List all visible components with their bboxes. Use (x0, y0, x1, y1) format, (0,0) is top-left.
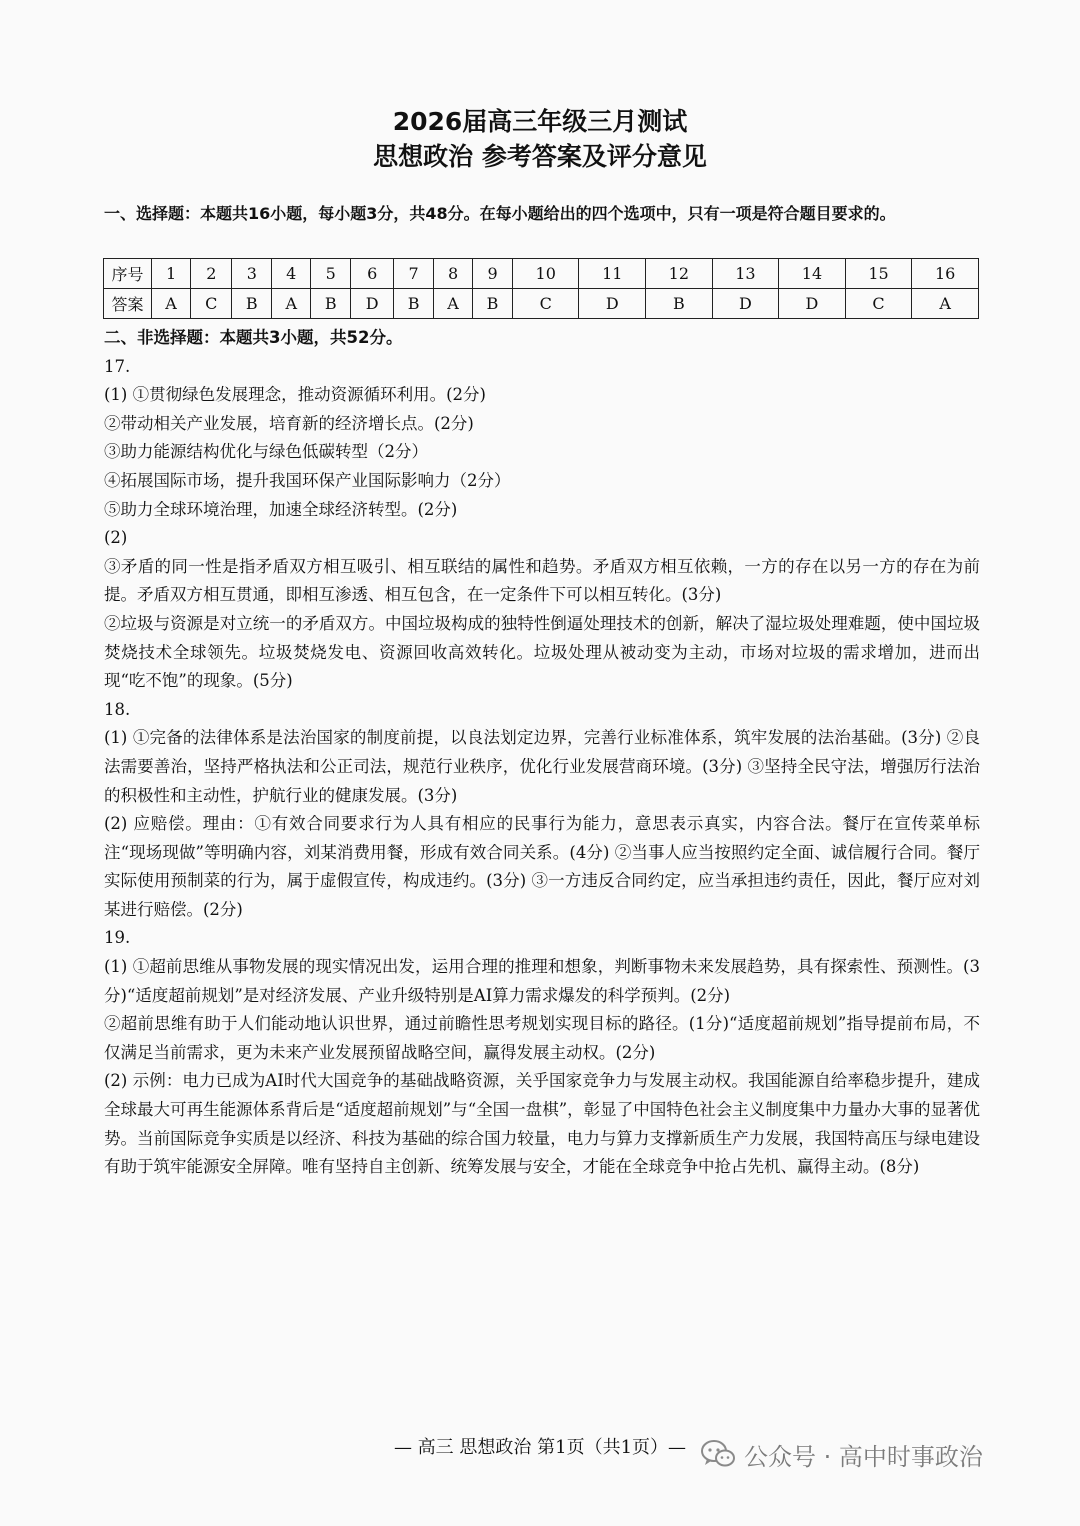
answer-paragraph: ④拓展国际市场，提升我国环保产业国际影响力（2分） (104, 470, 511, 490)
answer-cell: B (646, 289, 713, 319)
answer-table-number-row (104, 259, 979, 289)
answer-cell: D (351, 289, 394, 319)
watermark (700, 1436, 983, 1472)
answer-paragraph: ②带动相关产业发展，培育新的经济增长点。(2分) (104, 413, 474, 433)
answer-cell: A (434, 289, 473, 319)
answer-paragraph: (2) 示例：电力已成为AI时代大国竞争的基础战略资源，关乎国家竞争力与发展主动权。我国能源自给率稳步提升，建成全球最大可再生能源体系背后是“适度超前规划”与“全国一盘棋”，彰显了中国特色社会主义制度集中力量办大事的显著优势。当前国际竞争实质是以经济、科技为基础的综合国力较量，电力与算力支撑新质生产力发展，我国特高压与绿电建设有助于筑牢能源安全屏障。唯有坚持自主创新、统筹发展与安全，才能在全球竞争中抢占先机、赢得主动。(8分) (104, 1071, 980, 1177)
question-number: 12 (646, 259, 713, 289)
answer-cell: D (579, 289, 646, 319)
question-number: 5 (311, 259, 351, 289)
answer-paragraph: (1) ①完备的法律体系是法治国家的制度前提，以良法划定边界，完善行业标准体系，筑牢发展的法治基础。(3分) ②良法需要善治，坚持严格执法和公正司法，规范行业秩序，优化行业发展营商环境。(3分) ③坚持全民守法，增强厉行法治的积极性和主动性，护航行业的健康发展。(3分) (104, 728, 980, 805)
answer-paragraph: ③助力能源结构优化与绿色低碳转型（2分） (104, 442, 428, 462)
answer-paragraph: (2) 应赔偿。理由：①有效合同要求行为人具有相应的民事行为能力，意思表示真实，内容合法。餐厅在宣传菜单标注“现场现做”等明确内容，刘某消费用餐，形成有效合同关系。(4分) ②当事人应当按照约定全面、诚信履行合同。餐厅实际使用预制菜的行为，属于虚假宣传，构成违约。(3分) ③一方违反合同约定，应当承担违约责任，因此，餐厅应对刘某进行赔偿。(2分) (104, 814, 980, 919)
question-number: 16 (912, 259, 979, 289)
answer-cell: B (473, 289, 513, 319)
question-number: 7 (394, 259, 434, 289)
question-number: 10 (512, 259, 579, 289)
answer-cell: D (712, 289, 779, 319)
answer-cell: B (311, 289, 351, 319)
answer-cell: B (232, 289, 272, 319)
answer-paragraph: (1) ①贯彻绿色发展理念，推动资源循环利用。(2分) (104, 385, 486, 405)
question-number: 6 (351, 259, 394, 289)
answer-cell: C (512, 289, 579, 319)
question-number: 4 (272, 259, 311, 289)
answer-cell: D (779, 289, 846, 319)
answer-cell: C (845, 289, 912, 319)
page-footer: — 高三 思想政治 第1页（共1页）— (393, 1437, 687, 1458)
wechat-icon (700, 1439, 736, 1469)
question-number: 14 (779, 259, 846, 289)
question-number: 8 (434, 259, 473, 289)
page-subtitle: 思想政治 参考答案及评分意见 (373, 142, 707, 171)
answer-paragraph: ⑤助力全球环境治理，加速全球经济转型。(2分) (104, 499, 458, 519)
answer-paragraph: (2) (104, 528, 128, 548)
answer-body (104, 324, 980, 1182)
answer-cell: A (152, 289, 191, 319)
question-number: 15 (845, 259, 912, 289)
answer-paragraph: (1) ①超前思维从事物发展的现实情况出发，运用合理的推理和想象，判断事物未来发展趋势，具有探索性、预测性。(3分)“适度超前规划”是对经济发展、产业升级特别是AI算力需求爆发的科学预判。(2分) (104, 957, 980, 1005)
answer-table-number-header: 序号 (104, 259, 152, 289)
answer-cell: C (191, 289, 232, 319)
watermark-text: 公众号 · 高中时事政治 (744, 1442, 983, 1471)
answer-table-answer-header: 答案 (104, 289, 152, 319)
section-two-heading: 二、非选择题：本题共3小题，共52分。 (104, 328, 403, 347)
answer-paragraph: ③矛盾的同一性是指矛盾双方相互吸引、相互联结的属性和趋势。矛盾双方相互依赖，一方的存在以另一方的存在为前提。矛盾双方相互贯通，即相互渗透、相互包含，在一定条件下可以相互转化。(3分) (104, 556, 980, 605)
question-number: 1 (152, 259, 191, 289)
answer-table (103, 258, 979, 319)
question-label: 19. (104, 928, 131, 948)
answer-table-answer-row (104, 289, 979, 319)
question-label: 18. (104, 699, 131, 719)
answer-cell: A (272, 289, 311, 319)
answer-cell: B (394, 289, 434, 319)
question-number: 11 (579, 259, 646, 289)
answer-paragraph: ②超前思维有助于人们能动地认识世界，通过前瞻性思考规划实现目标的路径。(1分)“适度超前规划”指导提前布局，不仅满足当前需求，更为未来产业发展预留战略空间，赢得发展主动权。(2分) (104, 1014, 980, 1062)
question-number: 9 (473, 259, 513, 289)
question-number: 3 (232, 259, 272, 289)
answer-cell: A (912, 289, 979, 319)
question-label: 17. (104, 356, 131, 376)
section-one-heading: 一、选择题：本题共16小题，每小题3分，共48分。在每小题给出的四个选项中，只有一项是符合题目要求的。 (104, 204, 896, 223)
question-number: 2 (191, 259, 232, 289)
answer-paragraph: ②垃圾与资源是对立统一的矛盾双方。中国垃圾构成的独特性倒逼处理技术的创新，解决了湿垃圾处理难题，使中国垃圾焚烧技术全球领先。垃圾焚烧发电、资源回收高效转化。垃圾处理从被动变为主动，市场对垃圾的需求增加，进而出现“吃不饱”的现象。(5分) (104, 613, 980, 691)
question-number: 13 (712, 259, 779, 289)
page-title: 2026届高三年级三月测试 (392, 107, 688, 136)
